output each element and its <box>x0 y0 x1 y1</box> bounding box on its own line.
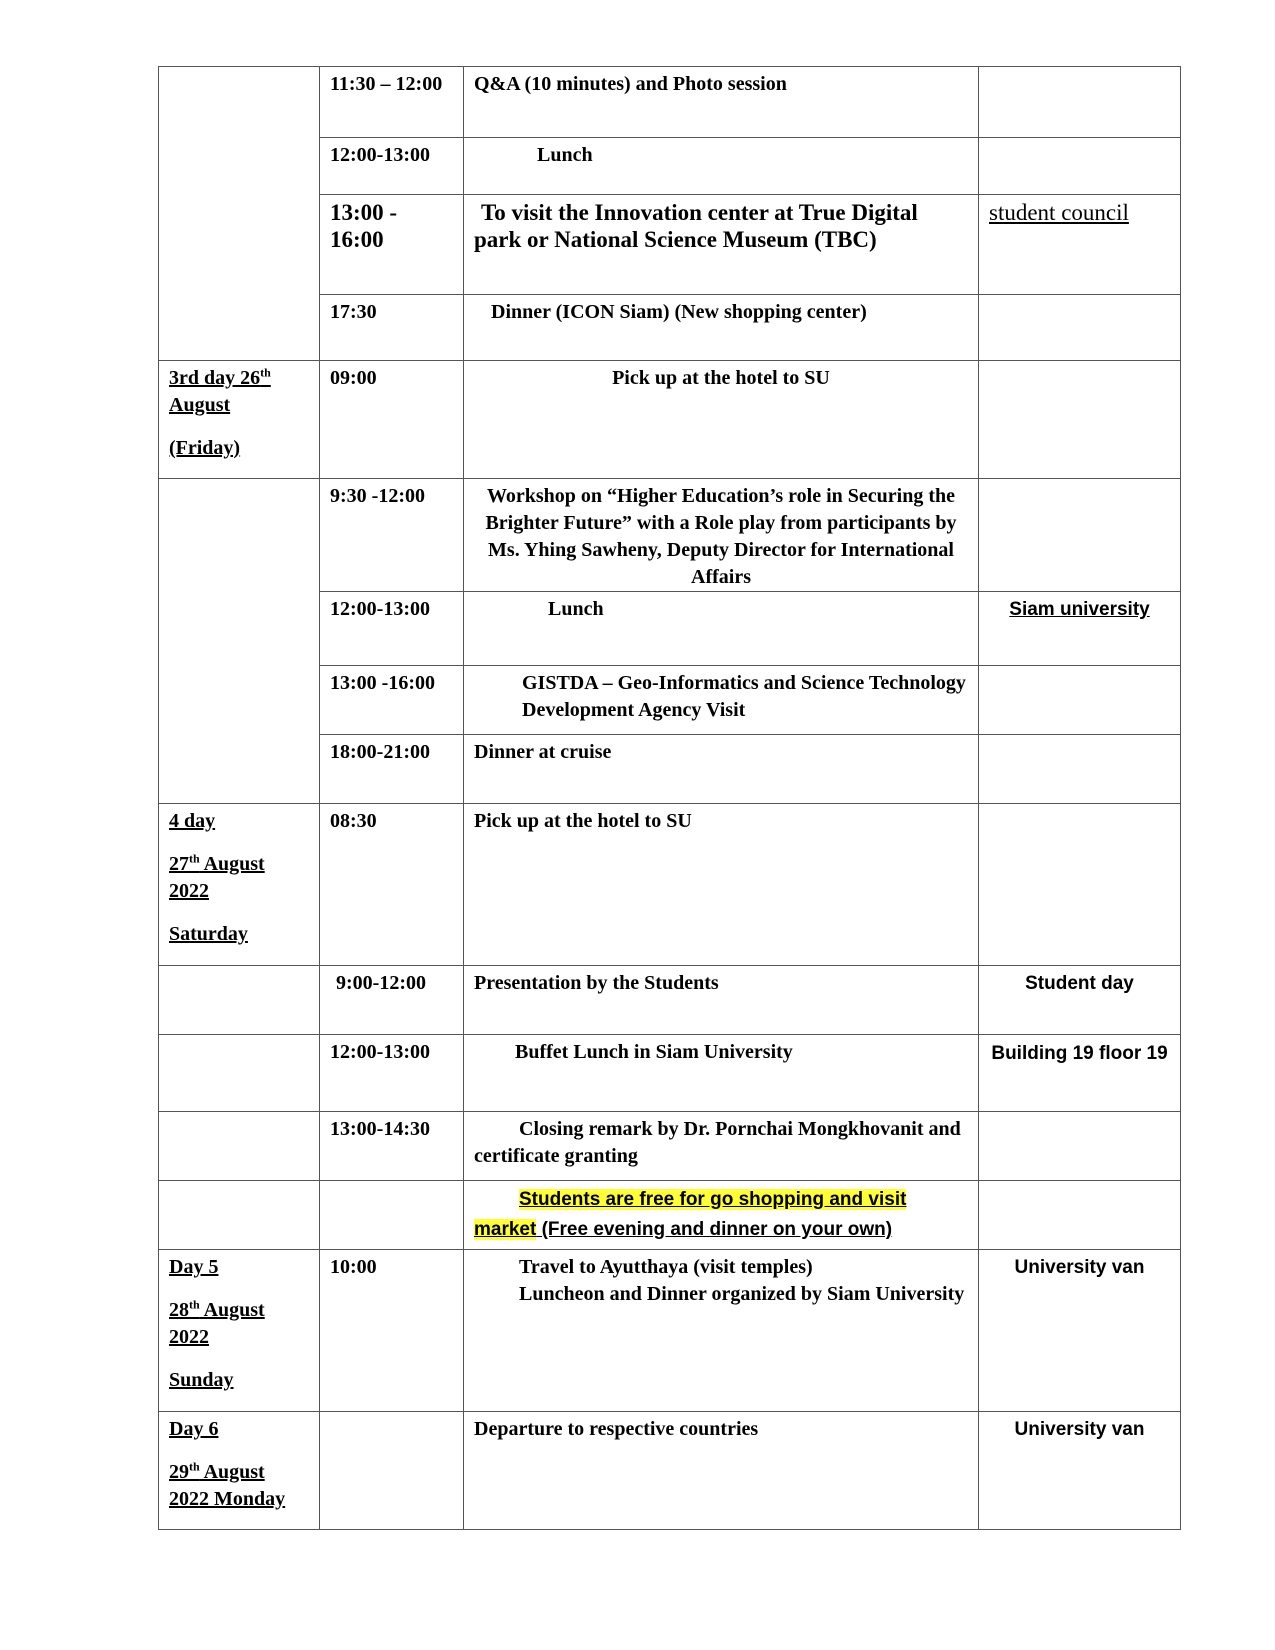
activity-cell: Workshop on “Higher Education’s role in Securing the Brighter Future” with a Role play from participants by Ms. Yhing Sawheny, Deputy Director for International Affairs <box>464 479 979 592</box>
note-cell: University van <box>979 1412 1181 1530</box>
note-cell <box>979 666 1181 735</box>
day-cell <box>159 67 320 361</box>
activity-cell: Buffet Lunch in Siam University <box>464 1035 979 1112</box>
time-cell: 13:00-14:30 <box>320 1112 464 1181</box>
table-row <box>159 479 1181 592</box>
table-row <box>159 67 1181 138</box>
time-cell: 9:00-12:00 <box>320 966 464 1035</box>
note-cell <box>979 479 1181 592</box>
table-row <box>159 361 1181 479</box>
note-cell <box>979 138 1181 195</box>
time-cell: 08:30 <box>320 804 464 966</box>
activity-cell: GISTDA – Geo-Informatics and Science Technology Development Agency Visit <box>464 666 979 735</box>
table-row <box>159 1250 1181 1412</box>
activity-cell: Lunch <box>464 138 979 195</box>
note-cell <box>979 1112 1181 1181</box>
activity-cell: Pick up at the hotel to SU <box>464 804 979 966</box>
note-cell: University van <box>979 1250 1181 1412</box>
activity-cell: Closing remark by Dr. Pornchai Mongkhovanit and certificate granting <box>464 1112 979 1181</box>
day-cell <box>159 1035 320 1112</box>
note-cell <box>979 804 1181 966</box>
time-cell: 13:00 -16:00 <box>320 666 464 735</box>
table-row <box>159 1181 1181 1250</box>
table-row <box>159 1035 1181 1112</box>
time-cell: 9:30 -12:00 <box>320 479 464 592</box>
time-cell <box>320 1412 464 1530</box>
day-cell <box>159 1112 320 1181</box>
activity-cell: Lunch <box>464 592 979 666</box>
note-cell: student council <box>979 195 1181 295</box>
note-cell: Student day <box>979 966 1181 1035</box>
day-cell <box>159 966 320 1035</box>
note-cell: Building 19 floor 19 <box>979 1035 1181 1112</box>
activity-cell: To visit the Innovation center at True Digital park or National Science Museum (TBC) <box>464 195 979 295</box>
schedule-table <box>158 66 1181 1530</box>
time-cell: 12:00-13:00 <box>320 138 464 195</box>
time-cell: 17:30 <box>320 295 464 361</box>
table-row <box>159 804 1181 966</box>
table-row <box>159 1112 1181 1181</box>
activity-cell: Travel to Ayutthaya (visit temples) Luncheon and Dinner organized by Siam University <box>464 1250 979 1412</box>
time-cell: 12:00-13:00 <box>320 1035 464 1112</box>
activity-cell: Dinner at cruise <box>464 735 979 804</box>
day-cell <box>159 479 320 804</box>
day-cell: 4 day 27th August 2022 Saturday <box>159 804 320 966</box>
time-cell: 09:00 <box>320 361 464 479</box>
time-cell: 18:00-21:00 <box>320 735 464 804</box>
note-cell <box>979 361 1181 479</box>
activity-cell: Dinner (ICON Siam) (New shopping center) <box>464 295 979 361</box>
activity-cell: Presentation by the Students <box>464 966 979 1035</box>
day-cell <box>159 1181 320 1250</box>
activity-cell: Q&A (10 minutes) and Photo session <box>464 67 979 138</box>
table-row <box>159 966 1181 1035</box>
time-cell <box>320 1181 464 1250</box>
day-cell: Day 5 28th August 2022 Sunday <box>159 1250 320 1412</box>
activity-cell: Departure to respective countries <box>464 1412 979 1530</box>
table-row <box>159 1412 1181 1530</box>
time-cell: 12:00-13:00 <box>320 592 464 666</box>
day-cell: 3rd day 26th August (Friday) <box>159 361 320 479</box>
time-cell: 11:30 – 12:00 <box>320 67 464 138</box>
day-cell: Day 6 29th August 2022 Monday <box>159 1412 320 1530</box>
note-cell <box>979 67 1181 138</box>
note-cell <box>979 295 1181 361</box>
highlight-text: Students are free for go shopping and visit market <box>474 1189 907 1240</box>
note-cell: Siam university <box>979 592 1181 666</box>
activity-cell: Pick up at the hotel to SU <box>464 361 979 479</box>
note-cell <box>979 735 1181 804</box>
time-cell: 13:00 - 16:00 <box>320 195 464 295</box>
note-cell <box>979 1181 1181 1250</box>
time-cell: 10:00 <box>320 1250 464 1412</box>
activity-cell: Students are free for go shopping and visit market (Free evening and dinner on your own) <box>464 1181 979 1250</box>
